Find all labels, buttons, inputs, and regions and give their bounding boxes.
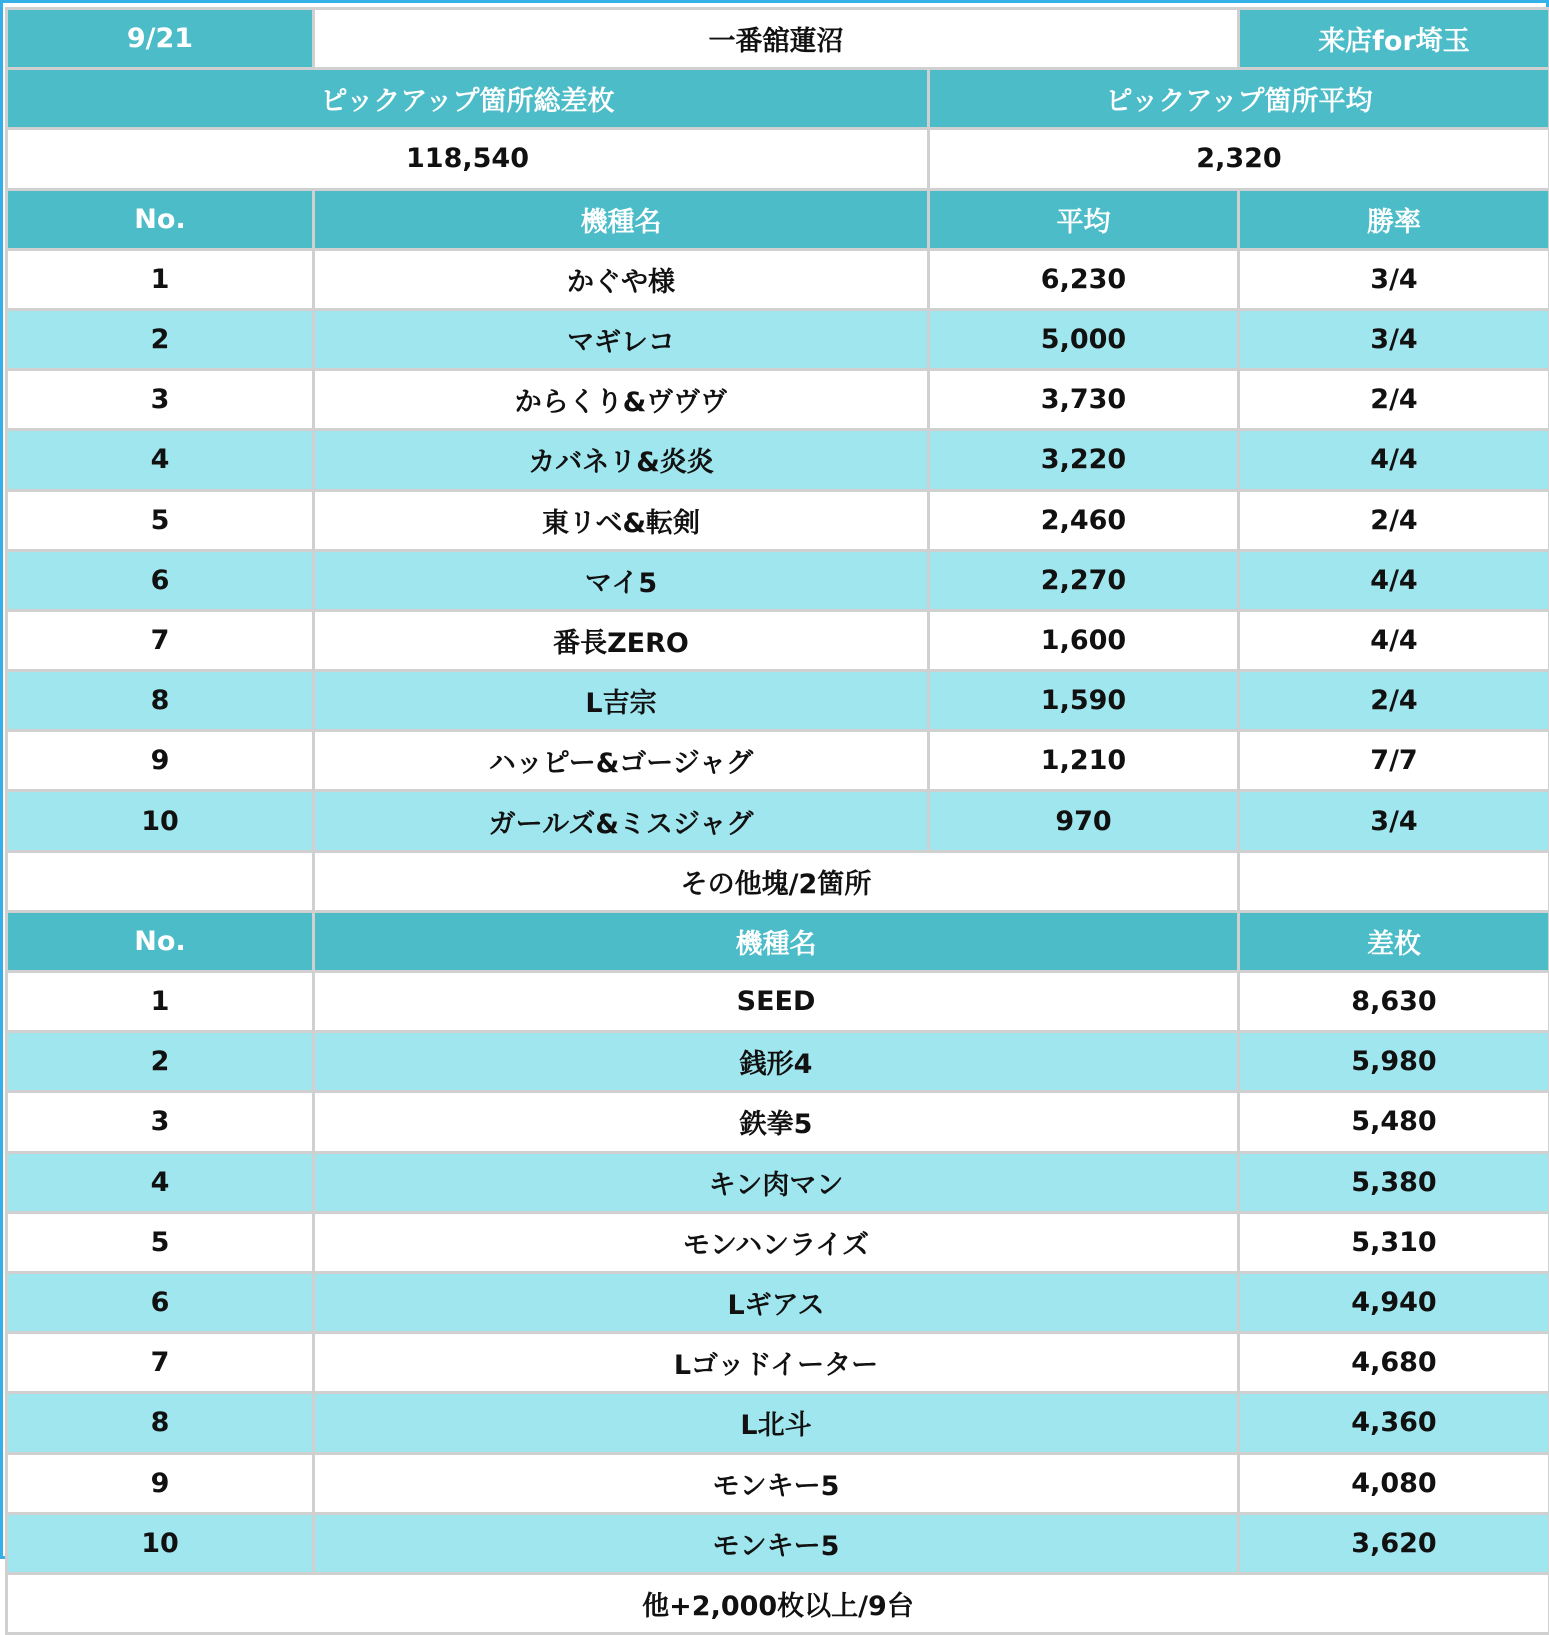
table2-header-row bbox=[7, 911, 1549, 971]
row-no: 10 bbox=[7, 791, 314, 851]
row-machine: モンキー5 bbox=[314, 1513, 1239, 1573]
table-row bbox=[7, 1212, 1549, 1272]
col-no-header: No. bbox=[7, 189, 314, 249]
row-diff: 4,680 bbox=[1239, 1333, 1549, 1393]
row-diff: 8,630 bbox=[1239, 972, 1549, 1032]
row-winrate: 2/4 bbox=[1239, 671, 1549, 731]
row-winrate: 4/4 bbox=[1239, 610, 1549, 670]
row-machine: モンキー5 bbox=[314, 1453, 1239, 1513]
row-machine: L北斗 bbox=[314, 1393, 1239, 1453]
row-no: 7 bbox=[7, 1333, 314, 1393]
row-no: 7 bbox=[7, 610, 314, 670]
title-row bbox=[7, 9, 1549, 69]
summary-value-row bbox=[7, 129, 1549, 189]
col-machine-header: 機種名 bbox=[314, 189, 929, 249]
average-label: ピックアップ箇所平均 bbox=[929, 69, 1549, 129]
row-no: 2 bbox=[7, 1032, 314, 1092]
row-diff: 5,310 bbox=[1239, 1212, 1549, 1272]
results-table bbox=[5, 7, 1549, 1635]
row-diff: 5,380 bbox=[1239, 1152, 1549, 1212]
row-average: 2,460 bbox=[929, 490, 1239, 550]
table-row bbox=[7, 610, 1549, 670]
footer-spacer-right bbox=[1239, 851, 1549, 911]
table-row bbox=[7, 430, 1549, 490]
table-row bbox=[7, 1453, 1549, 1513]
row-winrate: 3/4 bbox=[1239, 309, 1549, 369]
row-average: 1,590 bbox=[929, 671, 1239, 731]
event-cell: 来店for埼玉 bbox=[1239, 9, 1549, 69]
col-machine-header: 機種名 bbox=[314, 911, 1239, 971]
row-machine: SEED bbox=[314, 972, 1239, 1032]
table-row bbox=[7, 309, 1549, 369]
table-row bbox=[7, 1272, 1549, 1332]
footer-spacer-left bbox=[7, 851, 314, 911]
row-machine: 銭形4 bbox=[314, 1032, 1239, 1092]
row-diff: 4,080 bbox=[1239, 1453, 1549, 1513]
row-no: 6 bbox=[7, 1272, 314, 1332]
date-cell: 9/21 bbox=[7, 9, 314, 69]
table-row bbox=[7, 249, 1549, 309]
row-machine: ハッピー&ゴージャグ bbox=[314, 731, 929, 791]
row-machine: かぐや様 bbox=[314, 249, 929, 309]
table-row bbox=[7, 791, 1549, 851]
row-winrate: 4/4 bbox=[1239, 430, 1549, 490]
total-diff-value: 118,540 bbox=[7, 129, 929, 189]
row-no: 4 bbox=[7, 1152, 314, 1212]
row-machine: からくり&ヴヴヴ bbox=[314, 370, 929, 430]
row-machine: Lゴッドイーター bbox=[314, 1333, 1239, 1393]
row-average: 2,270 bbox=[929, 550, 1239, 610]
table-row bbox=[7, 1152, 1549, 1212]
row-no: 3 bbox=[7, 1092, 314, 1152]
row-winrate: 3/4 bbox=[1239, 791, 1549, 851]
col-no-header: No. bbox=[7, 911, 314, 971]
row-average: 6,230 bbox=[929, 249, 1239, 309]
row-no: 1 bbox=[7, 249, 314, 309]
col-winrate-header: 勝率 bbox=[1239, 189, 1549, 249]
row-no: 9 bbox=[7, 731, 314, 791]
table-row bbox=[7, 490, 1549, 550]
col-diff-header: 差枚 bbox=[1239, 911, 1549, 971]
average-value: 2,320 bbox=[929, 129, 1549, 189]
row-average: 3,730 bbox=[929, 370, 1239, 430]
table-row bbox=[7, 1393, 1549, 1453]
row-machine: 東リベ&転剣 bbox=[314, 490, 929, 550]
row-machine: カバネリ&炎炎 bbox=[314, 430, 929, 490]
row-machine: Lギアス bbox=[314, 1272, 1239, 1332]
row-average: 970 bbox=[929, 791, 1239, 851]
row-machine: モンハンライズ bbox=[314, 1212, 1239, 1272]
table-row bbox=[7, 671, 1549, 731]
table-row bbox=[7, 370, 1549, 430]
table1-footer-row bbox=[7, 851, 1549, 911]
table-row bbox=[7, 1513, 1549, 1573]
row-no: 4 bbox=[7, 430, 314, 490]
row-no: 10 bbox=[7, 1513, 314, 1573]
row-no: 3 bbox=[7, 370, 314, 430]
row-no: 8 bbox=[7, 1393, 314, 1453]
row-average: 5,000 bbox=[929, 309, 1239, 369]
table-row bbox=[7, 1092, 1549, 1152]
row-machine: マギレコ bbox=[314, 309, 929, 369]
row-no: 5 bbox=[7, 490, 314, 550]
row-winrate: 3/4 bbox=[1239, 249, 1549, 309]
row-machine: L吉宗 bbox=[314, 671, 929, 731]
table2-footer-row bbox=[7, 1573, 1549, 1633]
row-diff: 5,980 bbox=[1239, 1032, 1549, 1092]
row-machine: 鉄拳5 bbox=[314, 1092, 1239, 1152]
row-machine: ガールズ&ミスジャグ bbox=[314, 791, 929, 851]
row-winrate: 2/4 bbox=[1239, 490, 1549, 550]
row-average: 1,210 bbox=[929, 731, 1239, 791]
other-blocks-note: その他塊/2箇所 bbox=[314, 851, 1239, 911]
col-average-header: 平均 bbox=[929, 189, 1239, 249]
total-diff-label: ピックアップ箇所総差枚 bbox=[7, 69, 929, 129]
row-machine: マイ5 bbox=[314, 550, 929, 610]
row-diff: 4,360 bbox=[1239, 1393, 1549, 1453]
row-no: 8 bbox=[7, 671, 314, 731]
row-machine: キン肉マン bbox=[314, 1152, 1239, 1212]
table-row bbox=[7, 550, 1549, 610]
store-name-cell: 一番舘蓮沼 bbox=[314, 9, 1239, 69]
row-diff: 3,620 bbox=[1239, 1513, 1549, 1573]
row-winrate: 2/4 bbox=[1239, 370, 1549, 430]
row-average: 1,600 bbox=[929, 610, 1239, 670]
row-diff: 5,480 bbox=[1239, 1092, 1549, 1152]
row-diff: 4,940 bbox=[1239, 1272, 1549, 1332]
table-row bbox=[7, 731, 1549, 791]
row-no: 2 bbox=[7, 309, 314, 369]
row-no: 5 bbox=[7, 1212, 314, 1272]
row-winrate: 4/4 bbox=[1239, 550, 1549, 610]
row-no: 1 bbox=[7, 972, 314, 1032]
row-average: 3,220 bbox=[929, 430, 1239, 490]
other-machines-note: 他+2,000枚以上/9台 bbox=[7, 1573, 1549, 1633]
table1-header-row bbox=[7, 189, 1549, 249]
row-no: 6 bbox=[7, 550, 314, 610]
row-no: 9 bbox=[7, 1453, 314, 1513]
row-machine: 番長ZERO bbox=[314, 610, 929, 670]
table-row bbox=[7, 1333, 1549, 1393]
table-row bbox=[7, 972, 1549, 1032]
summary-label-row bbox=[7, 69, 1549, 129]
table-row bbox=[7, 1032, 1549, 1092]
row-winrate: 7/7 bbox=[1239, 731, 1549, 791]
